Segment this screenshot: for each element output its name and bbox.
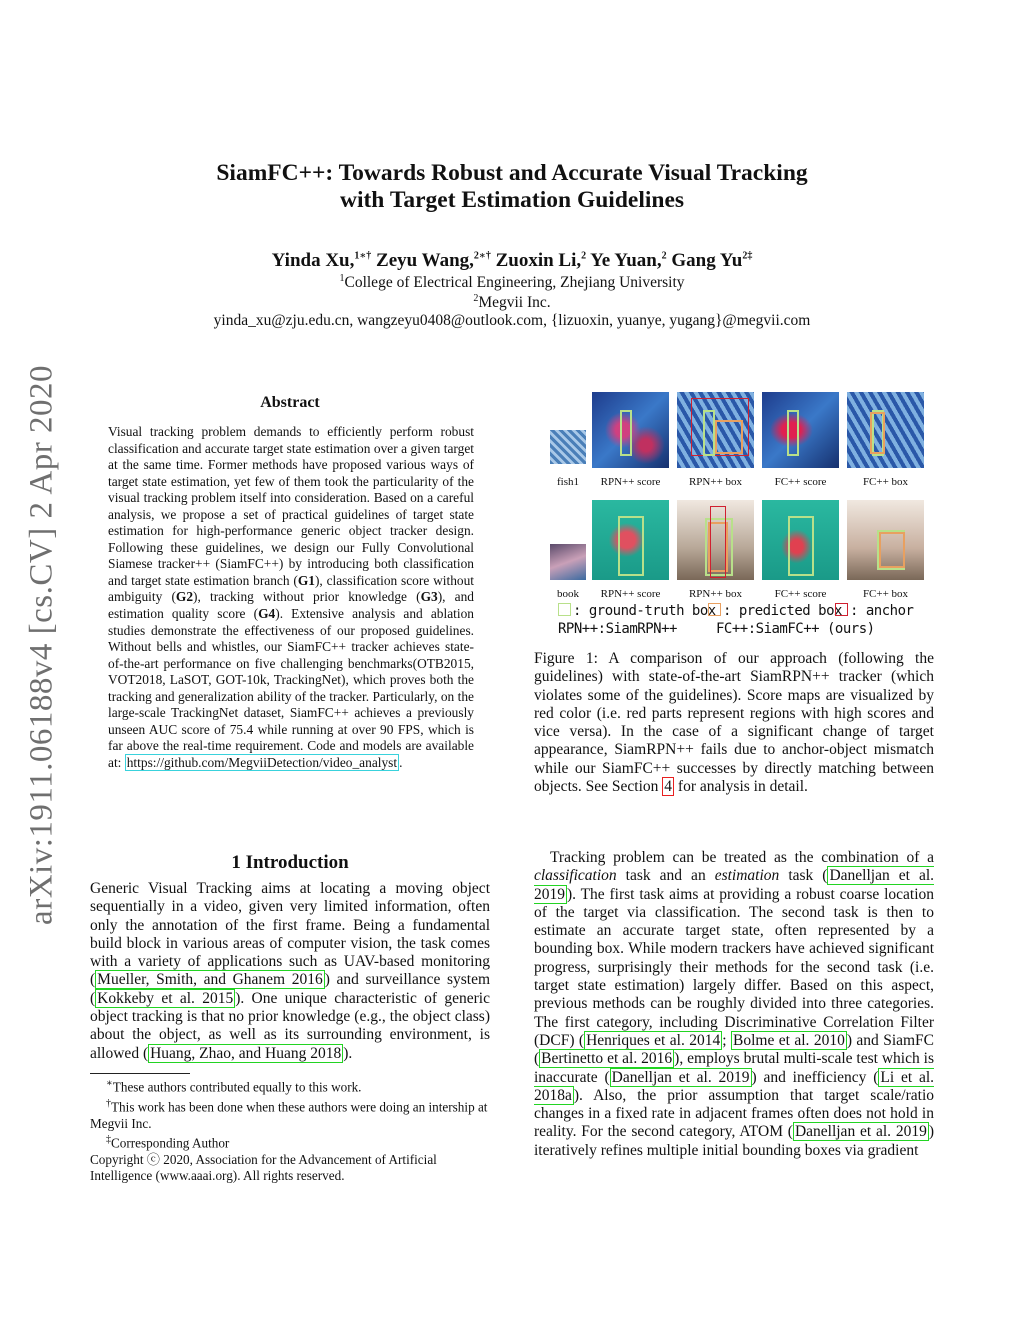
author-2-sup: 2∗† [473,250,491,262]
book-rpn-score-image [592,500,669,580]
citation-henriques[interactable]: Henriques et al. 2014 [586,1031,721,1049]
legend-ground-truth: : ground-truth box [558,603,716,619]
right-column-body: Tracking problem can be treated as the combination of a classification task and an estimation task ( Danelljan et al. 2019 ). The first task aims at providing a robust coarse location of the target via classification. The second task is then to estimate an accurate target state, often represented by a bounding box. While modern trackers have achieved significant progress, surprisingly their methods for the second task (i.e. target state estimation) largely differ. Based on this aspect, previous methods can be roughly divided into three categories. The first category, including Discriminative Correlation Filter (DCF) ( Henriques et al. 2014 ; Bolme et al. 2010 ) and SiamFC ( Bertinetto et al. 2016 ), employs brutal multi-scale test which is inaccurate ( Danelljan et al. 2019 ) and inefficiency ( Li et al. 2018a ). Also, the prior assumption that target scale/ratio changes in a fixed rate in adjacent frames often does not hold in reality. For the second category, ATOM ( Danelljan et al. 2019 ) iteratively refines multiple initial bounding boxes via gradient [534,849,935,1159]
fig-row1-label-2: RPN++ score [600,476,661,488]
fish1-fc-box-image [847,392,924,468]
footnotes [90,1076,490,1185]
title-line-2: with Target Estimation Guidelines [339,187,685,213]
footnote-3: ‡Corresponding Author [106,1134,230,1151]
introduction-body: Generic Visual Tracking aims at locating a moving object sequentially in a video, given very limited information, often only the annotation of the first frame. Being a fundamental build block in various areas of computer vision, the task comes with a variety of applications such as UAV-based monitoring ( Mueller, Smith, and Ghanem 2016 ) and surveillance system ( Kokkeby et al. 2015 ). One unique characteristic of generic object tracking is that no prior knowledge (e.g., the object class) about the object, as well as its surrounding environment, is allowed ( Huang, Zhao, and Huang 2018 ). [90,880,491,1062]
author-4-sup: 2 [661,250,667,262]
citation-danelljan-3[interactable]: Danelljan et al. 2019 [794,1123,927,1141]
fig-row1-label-1: fish1 [557,476,579,488]
fig-row1-label-3: RPN++ box [688,476,743,488]
book-template-image [550,544,586,580]
citation-mueller[interactable]: Mueller, Smith, and Ghanem 2016 [97,971,323,989]
abstract-heading: Abstract [260,394,320,411]
arxiv-stamp [14,360,70,930]
footnote-1: ∗These authors contributed equally to this work. [106,1078,362,1095]
citation-danelljan-2[interactable]: Danelljan et al. 2019 [611,1068,750,1086]
footnote-rule [90,1073,190,1074]
citation-huang[interactable]: Huang, Zhao, and Huang 2018 [150,1044,342,1062]
abstract-body: Visual tracking problem demands to efficiently perform robust classification and accurate target state estimation over a given target at the same time. Former methods have proposed various ways of target state estimation, yet few of them took the particularity of the visual tracking problem itself into consideration. Based on a careful analysis, we propose a set of practical guidelines of target state estimation for high-performance generic object tracker design. Following these guidelines, we design our Fully Convolutional Siamese tracker++ (SiamFC++) by introducing both classification and target state estimation branch (G1), classification score without ambiguity (G2), tracking without prior knowledge (G3), and estimation quality score (G4). Extensive analysis and ablation studies demonstrate the effectiveness of our proposed guidelines. Without bells and whistles, our SiamFC++ tracker achieves state-of-the-art performance on five challenging benchmarks(OTB2015, VOT2018, LaSOT, GOT-10k, TrackingNet), which proves both the tracking and generalization ability of the tracker. Particularly, on the large-scale TrackingNet dataset, SiamFC++ achieves a previously unseen AUC score of 75.4 while running at over 90 FPS, which is far above the real-time requirement. Code and models are available at: https://github.com/MegviiDetection/video_analyst . [108,424,475,770]
fish1-rpn-score-image [592,392,669,468]
author-2: Zeyu Wang, [376,250,474,271]
citation-danelljan-1[interactable]: Danelljan et al. 2019 [534,867,935,903]
fig-row2-label-2: RPN++ score [600,588,661,600]
fish1-fc-score-image [762,392,839,468]
code-link[interactable]: https://github.com/MegviiDetection/video_analyst [126,754,398,770]
affiliation-2: $^2$Megvii Inc. [473,293,551,312]
fig-row2-label-3: RPN++ box [688,588,743,600]
introduction-heading: 1 Introduction [231,852,349,873]
citation-bolme[interactable]: Bolme et al. 2010 [733,1031,845,1049]
fish1-template-image [550,430,586,464]
author-5-sup: 2‡ [742,250,753,262]
title-line-1: SiamFC++: Towards Robust and Accurate Visual Tracking [216,160,808,186]
fish1-rpn-box-image [677,392,754,468]
figure-1 [548,390,928,640]
affiliation-1: $^1$College of Electrical Engineering, Zhejiang University [339,273,685,292]
section-4-ref[interactable]: 4 [664,778,673,796]
author-emails: yinda_xu@zju.edu.cn, wangzeyu0408@outlook.com, {lizuoxin, yuanye, yugang}@megvii.com [213,312,811,329]
book-rpn-box-image [677,500,754,580]
book-fc-box-image [847,500,924,580]
book-fc-score-image [762,500,839,580]
author-1-sup: 1∗† [354,250,372,262]
citation-kokkeby[interactable]: Kokkeby et al. 2015 [97,989,234,1007]
paper-title [150,160,874,214]
anchor-box-swatch [835,603,848,616]
author-1: Yinda Xu, [271,250,355,271]
author-3-sup: 2 [581,250,587,262]
author-3: Zuoxin Li, [495,250,582,271]
figure-1-caption: Figure 1: A comparison of our approach (following the guidelines) with state-of-the-art SiamRPN++ tracker (which violates some of the guidelines). Score maps are visualized by red color (i.e. red parts represent regions with high scores and vice versa). In the case of a significant change of target appearance, SiamRPN++ fails due to anchor-object mismatch while our SiamFC++ successes by directly matching between objects. See Section 4 for analysis in detail. [534,650,934,796]
footnote-2: †This work has been done when these authors were doing an intership at Megvii Inc. [90,1097,488,1131]
legend-fc-abbrev: FC++:SiamFC++ (ours) [716,621,875,637]
author-list [150,250,874,272]
citation-bertinetto[interactable]: Bertinetto et al. 2016 [541,1050,673,1068]
fig-row1-label-5: FC++ box [862,476,909,488]
citation-li[interactable]: Li et al. 2018a [534,1068,935,1104]
author-4: Ye Yuan, [590,250,662,271]
legend-rpn-abbrev: RPN++:SiamRPN++ [558,621,677,637]
pred-box-swatch [708,603,721,616]
fig-row2-label-4: FC++ score [774,588,827,600]
fig-row2-label-5: FC++ box [862,588,909,600]
legend-anchor: : anchor [835,603,913,619]
copyright-notice: Copyright ⓒ 2020, Association for the Advancement of Artificial Intelligence (www.aaai.org). All rights reserved. [90,1151,437,1184]
arxiv-id: arXiv:1911.06188v4 [cs.CV] 2 Apr 2020 [23,365,60,925]
legend-predicted: : predicted box [708,603,842,619]
gt-box-swatch [558,603,571,616]
fig-row1-label-4: FC++ score [774,476,827,488]
author-5: Gang Yu [671,250,743,271]
fig-row2-label-1: book [557,588,579,600]
